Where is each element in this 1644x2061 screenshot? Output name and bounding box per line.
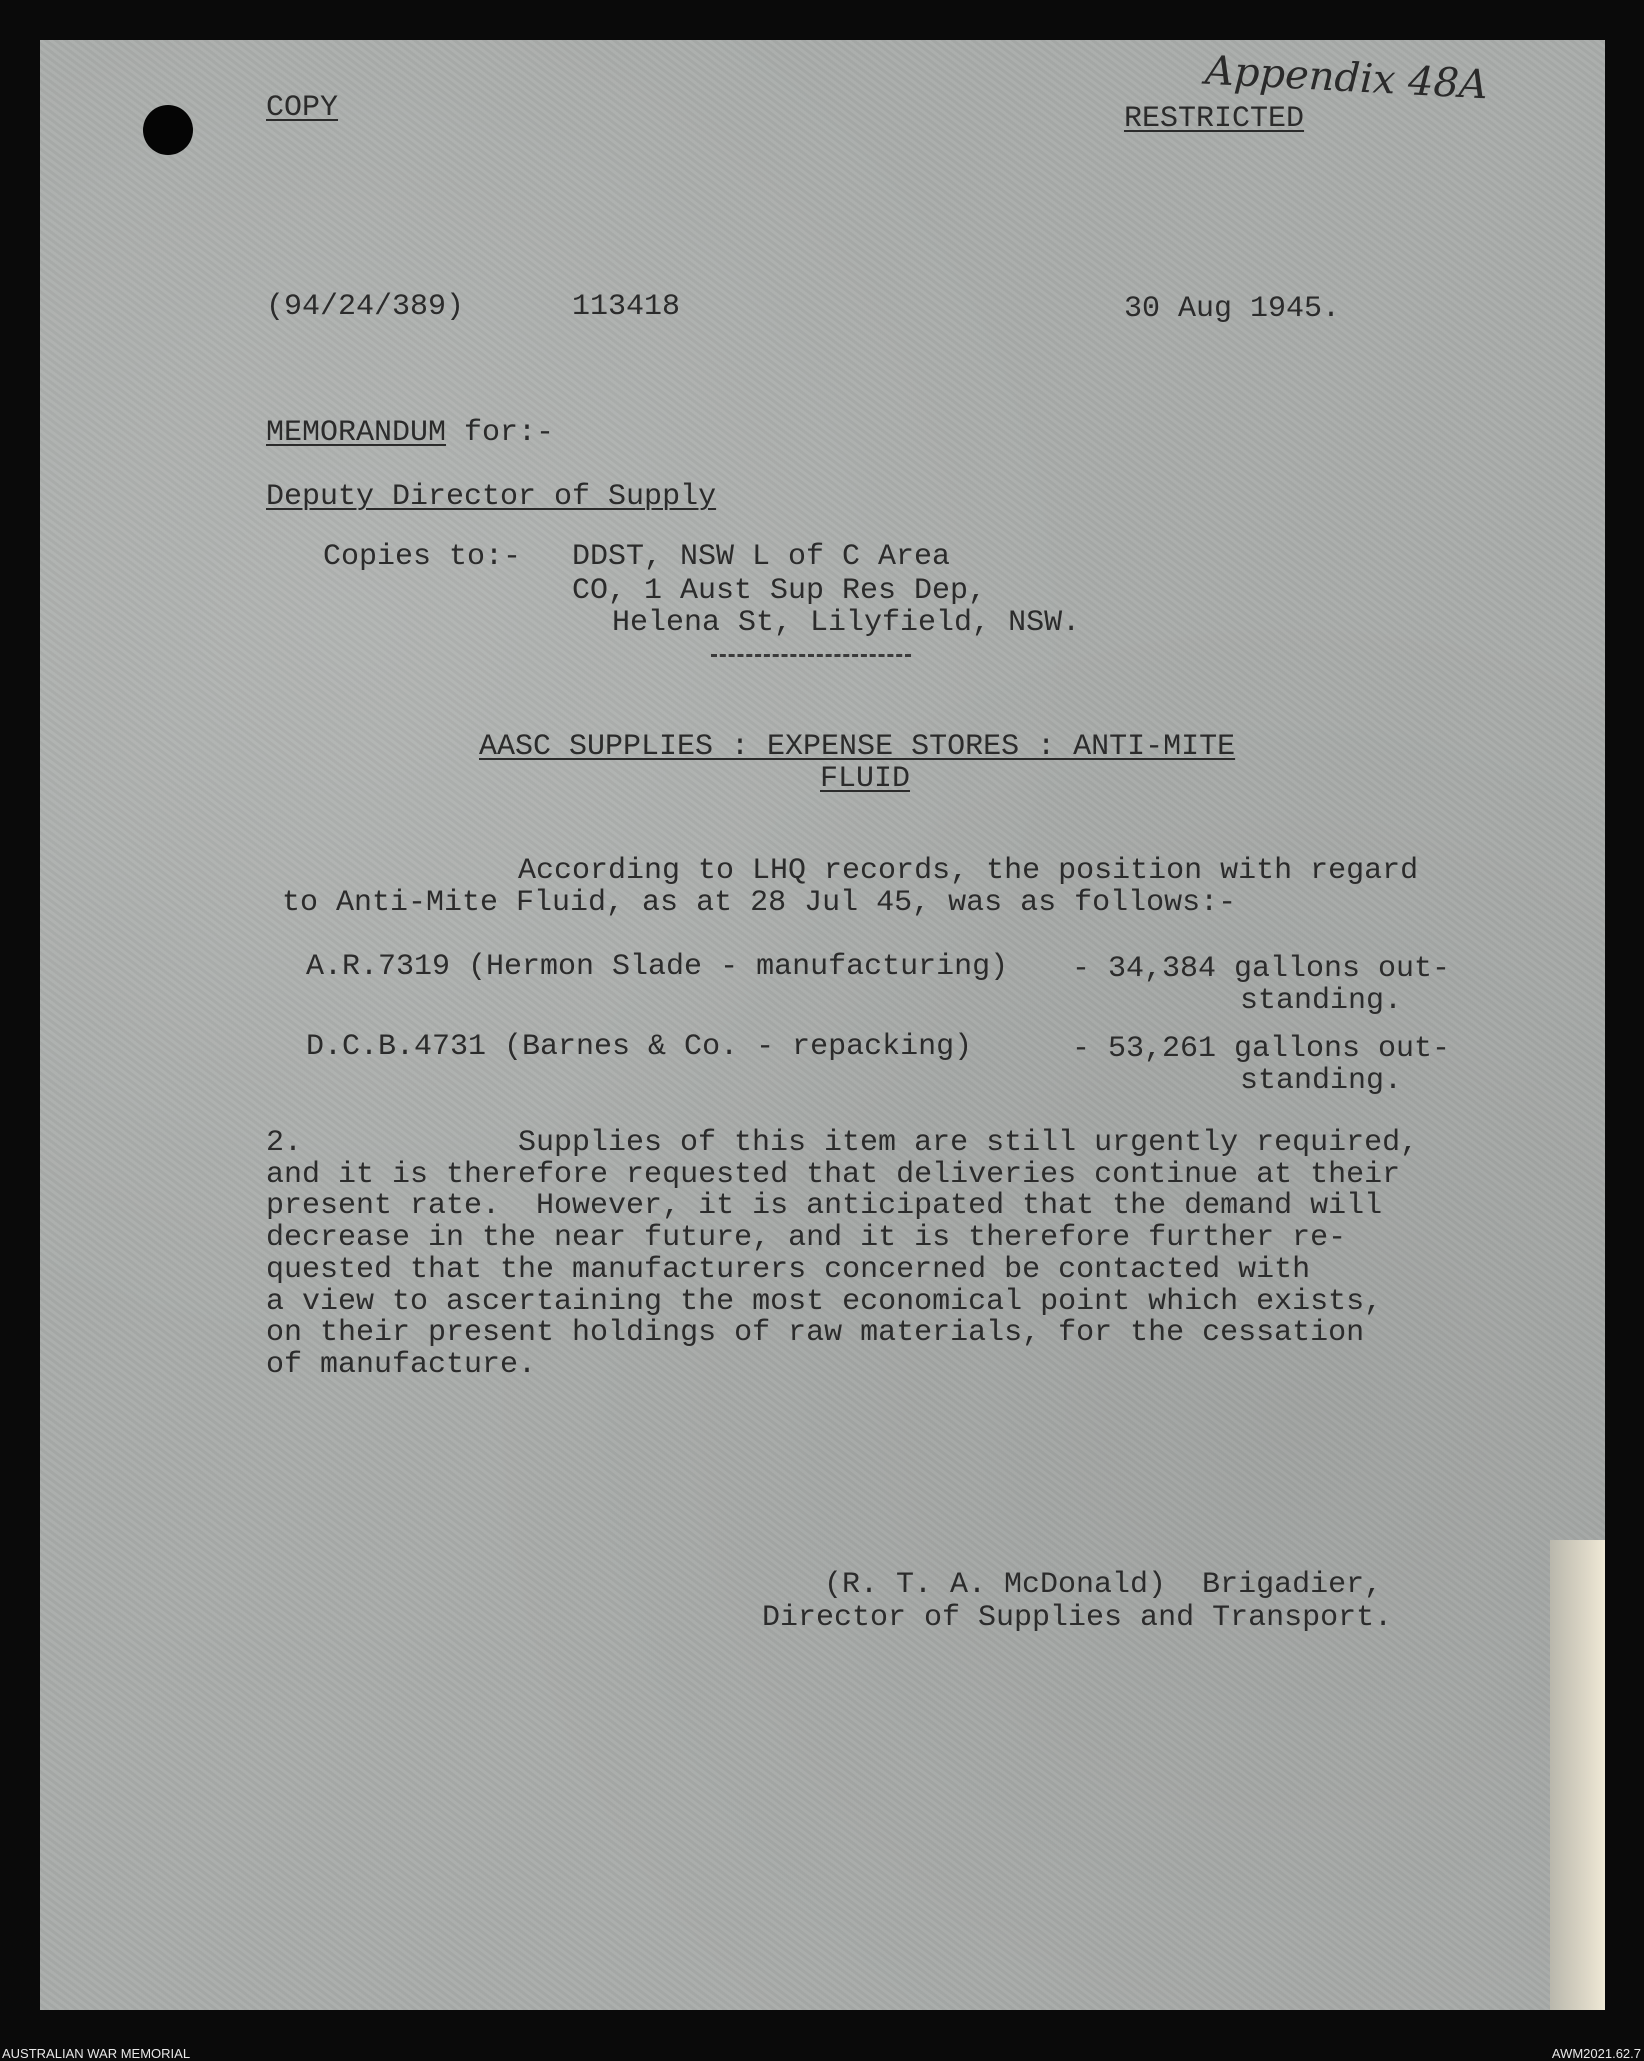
file-reference: (94/24/389): [266, 290, 465, 324]
item-2-amount: - 53,261 gallons out-: [1072, 1032, 1451, 1066]
subject-line-1: AASC SUPPLIES : EXPENSE STORES : ANTI-MITE: [479, 730, 1236, 764]
copies-line-1: DDST, NSW L of C Area: [572, 540, 951, 574]
signature-name: (R. T. A. McDonald) Brigadier,: [824, 1568, 1383, 1602]
separator-line: [711, 654, 911, 657]
memo-heading: [266, 417, 554, 449]
signature-title: Director of Supplies and Transport.: [762, 1601, 1393, 1635]
para2-line-6: a view to ascertaining the most economical point which exists,: [266, 1285, 1383, 1319]
copies-line-3: Helena St, Lilyfield, NSW.: [612, 606, 1081, 640]
para2-number: 2.: [266, 1126, 303, 1160]
para2-line-7: on their present holdings of raw materials, for the cessation: [266, 1316, 1365, 1350]
handwritten-annotation: Appendix 48A: [1203, 47, 1490, 109]
para2-line-1: Supplies of this item are still urgently required,: [518, 1126, 1419, 1160]
copies-line-2: CO, 1 Aust Sup Res Dep,: [572, 574, 987, 608]
footer-catalogue-number: AWM2021.62.7: [1551, 2046, 1641, 2061]
memo-heading-word: MEMORANDUM: [266, 416, 447, 450]
para1-line-2: to Anti-Mite Fluid, as at 28 Jul 45, was as follows:-: [282, 886, 1237, 920]
document-date: 30 Aug 1945.: [1124, 292, 1341, 326]
item-2-reference: D.C.B.4731 (Barnes & Co. - repacking): [306, 1030, 973, 1064]
copies-label: Copies to:-: [323, 540, 522, 574]
memo-recipient: Deputy Director of Supply: [266, 480, 717, 514]
document-page: [40, 40, 1605, 2010]
subject-line-2: FLUID: [820, 762, 911, 796]
para2-line-8: of manufacture.: [266, 1348, 537, 1382]
para2-line-5: quested that the manufacturers concerned be contacted with: [266, 1253, 1311, 1287]
punch-hole: [143, 105, 193, 155]
para2-line-4: decrease in the near future, and it is therefore further re-: [266, 1221, 1347, 1255]
item-1-reference: A.R.7319 (Hermon Slade - manufacturing): [306, 950, 1009, 984]
footer-institution: AUSTRALIAN WAR MEMORIAL: [2, 2046, 191, 2061]
copy-label: COPY: [266, 91, 339, 125]
document-number: 113418: [572, 290, 681, 324]
para2-line-2: and it is therefore requested that deliveries continue at their: [266, 1158, 1401, 1192]
paper-edge: [1550, 1540, 1605, 2010]
para1-line-1: According to LHQ records, the position with regard: [518, 854, 1419, 888]
item-1-amount: - 34,384 gallons out-: [1072, 952, 1451, 986]
classification-label: RESTRICTED: [1124, 102, 1305, 136]
para2-line-3: present rate. However, it is anticipated that the demand will: [266, 1189, 1383, 1223]
item-1-continuation: standing.: [1240, 984, 1403, 1018]
item-2-continuation: standing.: [1240, 1064, 1403, 1098]
memo-heading-suffix: for:-: [446, 416, 555, 450]
